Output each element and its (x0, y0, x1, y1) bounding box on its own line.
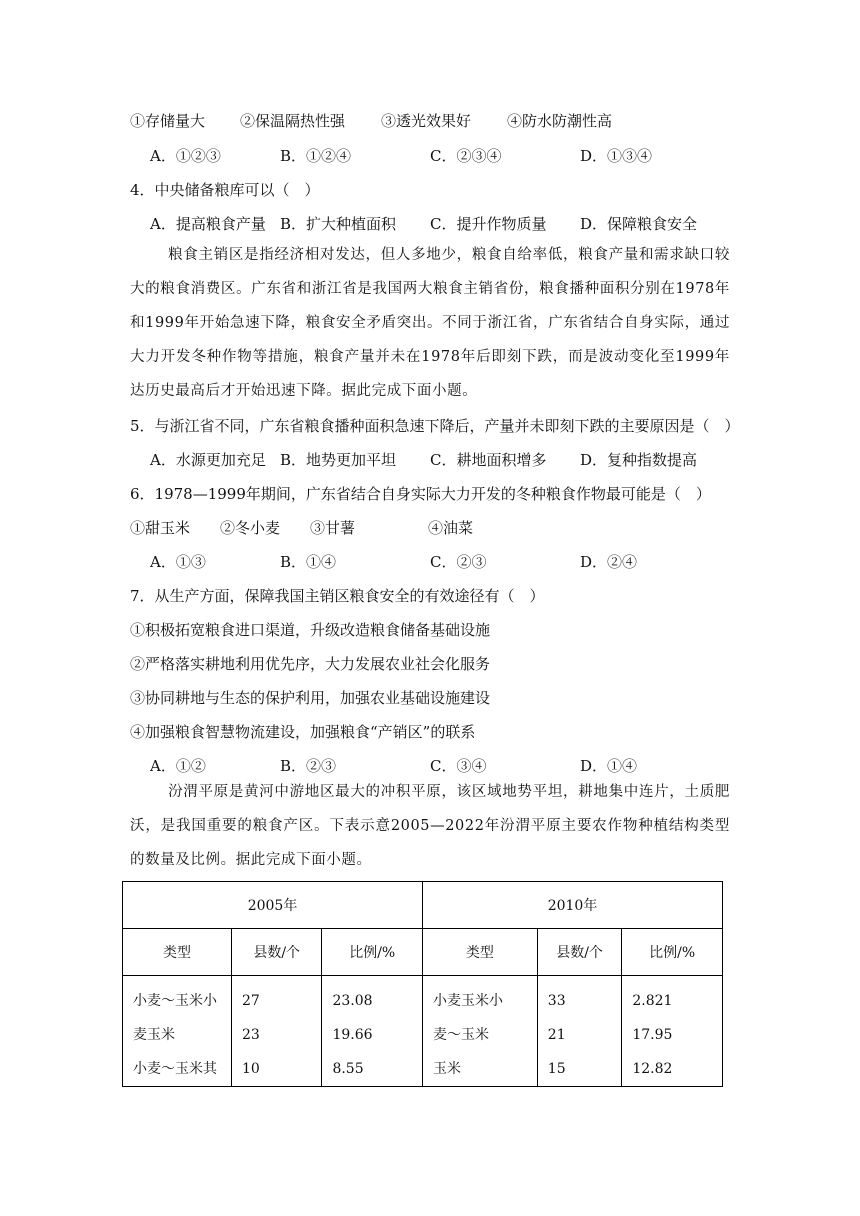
q4-option-a[interactable]: A．提高粮食产量 (150, 215, 266, 233)
q4-stem: 4．中央储备粮库可以（ ） (130, 181, 320, 199)
q3-statement: ②保温隔热性强 (240, 112, 346, 130)
q3-statement: ①存储量大 (130, 112, 206, 130)
q6-statements (130, 518, 730, 538)
table-cell-counts-2005 (231, 976, 321, 1087)
table-cell: 15 (547, 1061, 566, 1077)
table-cell: 小麦～玉米其 (133, 1061, 217, 1077)
table-cell: 10 (241, 1061, 260, 1077)
q7-statement-2: ②严格落实耕地利用优先序，大力发展农业社会化服务 (130, 655, 491, 673)
q4-option-b[interactable]: B．扩大种植面积 (280, 215, 397, 233)
q5-option-a[interactable]: A．水源更加充足 (150, 451, 266, 469)
table-cell-ratios-2005 (322, 976, 423, 1087)
q4-options (150, 214, 710, 234)
q5-option-c[interactable]: C．耕地面积增多 (430, 451, 547, 469)
table-cell-types-2010 (423, 976, 538, 1087)
q6-stem: 6．1978—1999年期间，广东省结合自身实际大力开发的冬种粮食作物最可能是（ ） (130, 485, 711, 503)
table-header-row (123, 929, 723, 976)
table-cell: 33 (547, 993, 566, 1009)
table-header: 类型 (423, 929, 538, 976)
table-cell: 17.95 (632, 1027, 673, 1043)
q3-statement: ④防水防潮性高 (507, 112, 613, 130)
q4-option-c[interactable]: C．提升作物质量 (430, 215, 547, 233)
q7-stem: 7．从生产方面，保障我国主销区粮食安全的有效途径有（ ） (130, 587, 545, 605)
q7-statement-1: ①积极拓宽粮食进口渠道，升级改造粮食储备基础设施 (130, 621, 491, 639)
table-header: 比例/% (622, 929, 723, 976)
q7-option-d[interactable]: D．①④ (580, 757, 638, 775)
table-header: 比例/% (322, 929, 423, 976)
passage-2 (130, 775, 730, 877)
passage-2-text: 汾渭平原是黄河中游地区最大的冲积平原，该区域地势平坦，耕地集中连片，土质肥沃，是我国重要的粮食产区。下表示意2005—2022年汾渭平原主要农作物种植结构类型的数量及比例。据此完成下面小题。 (130, 784, 730, 868)
passage-1 (130, 238, 730, 408)
table-cell-counts-2010 (537, 976, 622, 1087)
q6-statement: ③甘薯 (310, 519, 356, 537)
passage-1-text: 粮食主销区是指经济相对发达，但人多地少，粮食自给率低，粮食产量和需求缺口较大的粮食消费区。广东省和浙江省是我国两大粮食主销省份，粮食播种面积分别在1978年和1999年开始急速下降，粮食安全矛盾突出。不同于浙江省，广东省结合自身实际，通过大力开发冬种作物等措施，粮食产量并未在1978年后即刻下跌，而是波动变化至1999年达历史最高后才开始迅速下降。据此完成下面小题。 (130, 247, 730, 399)
table-cell: 21 (547, 1027, 566, 1043)
table-cell: 小麦～玉米小 (133, 993, 217, 1009)
q5-option-b[interactable]: B．地势更加平坦 (280, 451, 397, 469)
q7-statement-4: ④加强粮食智慧物流建设，加强粮食“产销区”的联系 (130, 723, 476, 741)
q7-statement-3: ③协同耕地与生态的保护利用，加强农业基础设施建设 (130, 689, 491, 707)
q3-option-a[interactable]: A．①②③ (150, 147, 221, 165)
table-year-row (123, 882, 723, 929)
q5-stem: 5．与浙江省不同，广东省粮食播种面积急速下降后，产量并未即刻下跌的主要原因是（ ） (130, 417, 740, 435)
q6-option-d[interactable]: D．②④ (580, 553, 638, 571)
q5-options (150, 450, 710, 470)
q4-option-d[interactable]: D．保障粮食安全 (580, 215, 698, 233)
q7-option-b[interactable]: B．②③ (280, 757, 337, 775)
table-cell: 2.821 (632, 993, 673, 1009)
table-year-2010: 2010年 (423, 882, 723, 929)
q7-option-c[interactable]: C．③④ (430, 757, 487, 775)
q3-option-b[interactable]: B．①②④ (280, 147, 352, 165)
q7-options (150, 756, 710, 776)
table-cell: 麦～玉米 (433, 1027, 490, 1043)
q6-statement: ②冬小麦 (220, 519, 281, 537)
table-header: 县数/个 (231, 929, 321, 976)
q3-option-d[interactable]: D．①③④ (580, 147, 653, 165)
q3-option-c[interactable]: C．②③④ (430, 147, 502, 165)
table-header: 县数/个 (537, 929, 622, 976)
table-cell: 麦玉米 (133, 1027, 175, 1043)
table-cell: 8.55 (332, 1061, 364, 1077)
table-cell: 23.08 (332, 993, 373, 1009)
q5-option-d[interactable]: D．复种指数提高 (580, 451, 698, 469)
table-header: 类型 (123, 929, 232, 976)
q3-options (150, 146, 710, 166)
q6-option-b[interactable]: B．①④ (280, 553, 337, 571)
table-cell: 12.82 (632, 1061, 673, 1077)
q7-option-a[interactable]: A．①② (150, 757, 206, 775)
q6-option-c[interactable]: C．②③ (430, 553, 487, 571)
q6-statement: ④油菜 (428, 519, 474, 537)
crop-structure-table (122, 881, 723, 1087)
q6-statement: ①甜玉米 (130, 519, 191, 537)
table-cell: 23 (241, 1027, 260, 1043)
q3-statements (130, 111, 730, 131)
table-row (123, 976, 723, 1087)
q6-option-a[interactable]: A．①③ (150, 553, 206, 571)
table-year-2005: 2005年 (123, 882, 423, 929)
table-cell-types-2005 (123, 976, 232, 1087)
table-cell: 玉米 (433, 1061, 462, 1077)
table-cell: 小麦玉米小 (433, 993, 504, 1009)
q6-options (150, 552, 710, 572)
table-cell-ratios-2010 (622, 976, 723, 1087)
q3-statement: ③透光效果好 (381, 112, 472, 130)
table-cell: 19.66 (332, 1027, 373, 1043)
table-cell: 27 (241, 993, 260, 1009)
